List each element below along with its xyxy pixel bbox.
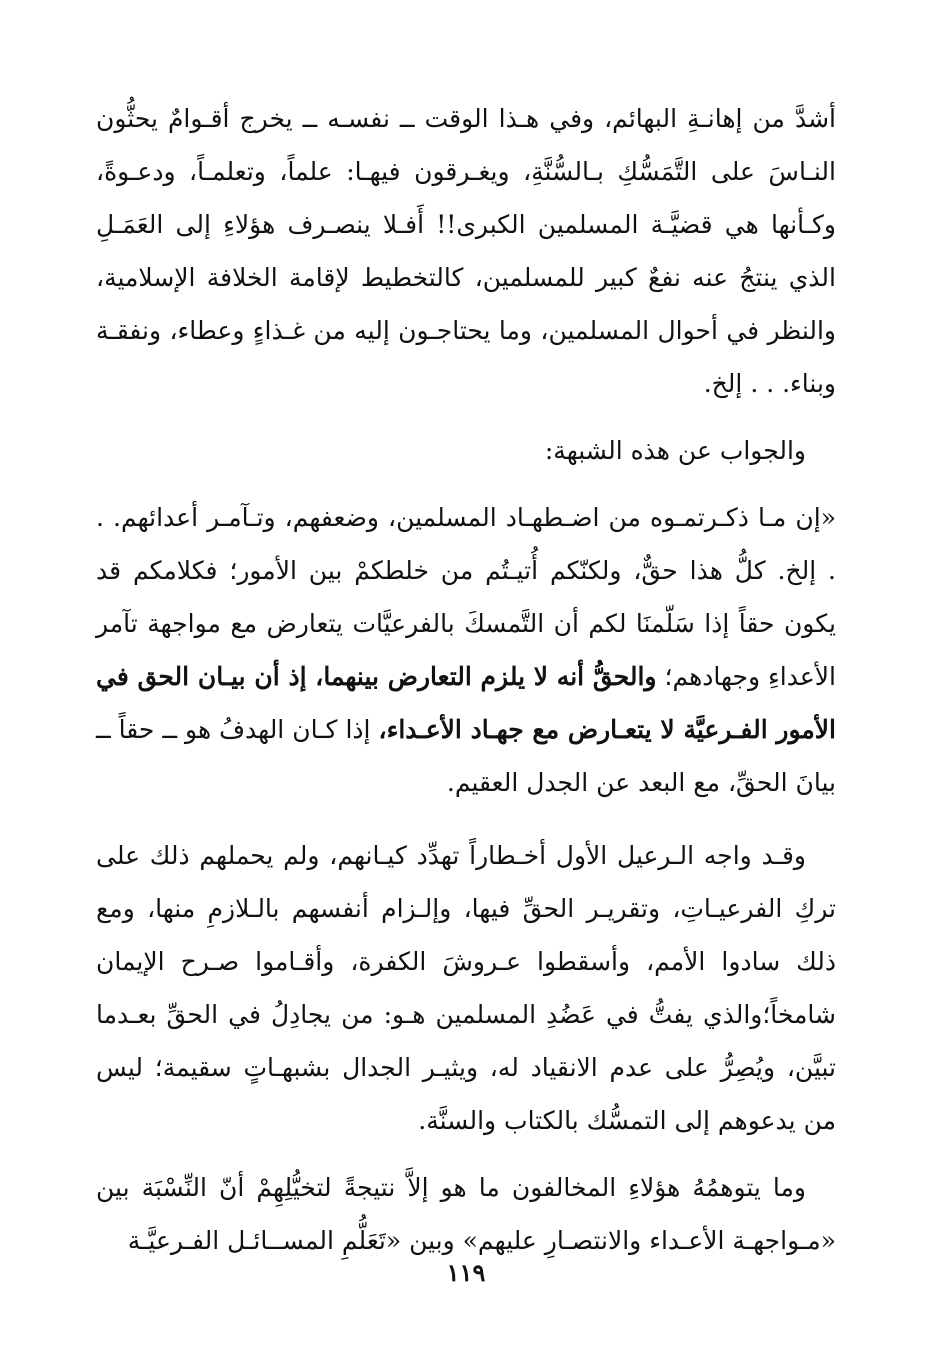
paragraph-3-bold: والحقُّ أنه لا يلزم التعارض بينهما، إذ أن بيـان الحق في الأمور الفـرعيَّة لا يتعـارض مع جهـاد الأعـداء، [96, 662, 836, 744]
paragraph-3 [96, 491, 836, 809]
paragraph-1: أشدَّ من إهانـةِ البهائم، وفي هـذا الوقت ــ نفسـه ــ يخرج أقـوامٌ يحثُّون النـاسَ على التَّمَسُّكِ بـالسُّنَّةِ، ويغـرقون فيهـا: علماً، وتعلمـاً، ودعـوةً، وكـأنها هي قضيَّـة المسلمين الكبرى!! أَفـلا ينصـرف هؤلاءِ إلى العَمَـلِ الذي ينتجُ عنه نفعٌ كبير للمسلمين، كالتخطيط لإقامة الخلافة الإسلامية، والنظر في أحوال المسلمين، وما يحتاجـون إليه من غـذاءٍ وعطاء، ونفقـة وبناء. . . إلخ. [96, 104, 836, 398]
page-body [96, 92, 836, 1292]
paragraph-4: وقـد واجه الـرعيل الأول أخـطاراً تهدِّد كيـانهم، ولم يحملهم ذلك على تركِ الفرعيـاتِ، وتقريـر الحقِّ فيها، وإلـزام أنفسهم بالـلازمِ منها، ومع ذلك سادوا الأمم، وأسقطوا عـروشَ الكفرة، وأقـاموا صـرح الإيمان شامخاً؛والذي يفتُّ في عَضُدِ المسلمين هـو: من يجادِلُ في الحقِّ بعـدما تبيَّن، ويُصِرُّ على عدم الانقياد له، ويثيـر الجدال بشبهـاتٍ سقيمة؛ ليس من يدعوهم إلى التمسُّك بالكتاب والسنَّة. [96, 841, 836, 1135]
paragraph-5: وما يتوهمُهُ هؤلاءِ المخالفون ما هو إلاَّ نتيجةً لتخيُّلِهِمْ أنّ النِّسْبَة بين «مـواجهـة الأعـداء والانتصـارِ عليهم» وبين «تَعَلُّمِ المســائـل الفـرعيَّـة [96, 1173, 836, 1255]
paragraph-3-outro: إذا كـان الهدفُ هو ــ حقاً ــ بيانَ الحقِّ، مع البعد عن الجدل العقيم. [96, 715, 836, 797]
paragraph-3-intro: «إن مـا ذكـرتمـوه من اضـطهـاد المسلمين، وضعفهم، وتـآمـر أعدائهم. . . إلخ. كلُّ هذا حقٌّ، ولكنّكم أُتيـتُم من خلطكمْ بين الأمور؛ فكلامكم قد يكون حقاً إذا سَلّمنَا لكم أن التَّمسكَ بالفرعيَّات يتعارض مع مواجهة تآمر الأعداءِ وجهادهم؛ [96, 503, 836, 691]
page-number: ١١٩ [446, 1258, 486, 1287]
paragraph-2: والجواب عن هذه الشبهة: [544, 436, 806, 465]
